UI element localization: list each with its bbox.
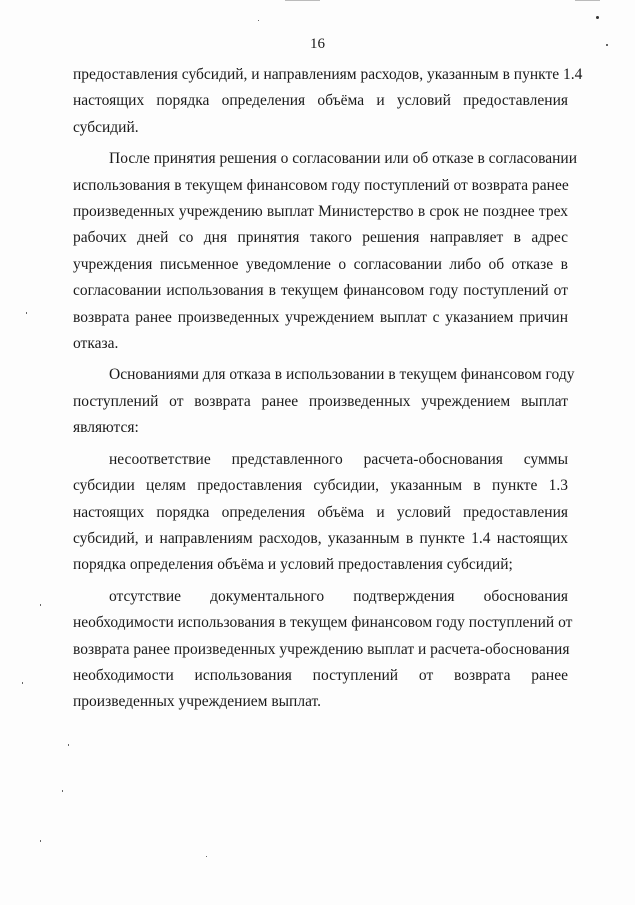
paragraph bbox=[73, 146, 577, 357]
scan-speck bbox=[258, 20, 259, 21]
scan-speck bbox=[40, 604, 41, 606]
text-line: учреждения письменное уведомление о согласовании либо об отказе в bbox=[73, 255, 568, 273]
text-line: отсутствие документального подтверждения обоснования bbox=[109, 587, 568, 605]
paragraph bbox=[73, 584, 573, 716]
text-line: Основаниями для отказа в использовании в текущем финансовом году bbox=[109, 366, 575, 384]
scan-speck bbox=[606, 44, 608, 46]
text-line: использования в текущем финансовом году поступлений от возврата ранее bbox=[73, 176, 569, 194]
paragraph bbox=[73, 362, 575, 441]
paragraph bbox=[73, 447, 568, 579]
text-line: возврата ранее произведенных учреждением выплат с указанием причин bbox=[73, 308, 568, 326]
text-line: необходимости использования поступлений от возврата ранее bbox=[73, 666, 568, 684]
text-line: согласовании использования в текущем финансовом году поступлений от bbox=[73, 282, 568, 300]
scan-speck bbox=[62, 790, 63, 792]
text-line: рабочих дней со дня принятия такого решения направляет в адрес bbox=[73, 229, 568, 247]
text-line: настоящих порядка определения объёма и условий предоставления bbox=[73, 503, 568, 521]
scan-speck bbox=[206, 856, 207, 857]
text-line: являются: bbox=[73, 419, 139, 437]
text-line: субсидии целям предоставления субсидии, указанным в пункте 1.3 bbox=[73, 477, 568, 495]
scan-edge-mark bbox=[285, 0, 320, 1]
text-line: необходимости использования в текущем финансовом году поступлений от bbox=[73, 614, 573, 632]
text-line: поступлений от возврата ранее произведенных учреждением выплат bbox=[73, 392, 568, 410]
text-line: несоответствие представленного расчета-обоснования суммы bbox=[109, 450, 568, 468]
text-line: порядка определения объёма и условий предоставления субсидий; bbox=[73, 556, 513, 574]
scan-speck bbox=[26, 312, 27, 314]
document-body bbox=[73, 62, 583, 716]
page-number: 16 bbox=[310, 36, 325, 52]
paragraph bbox=[73, 62, 583, 141]
scan-speck bbox=[22, 682, 23, 684]
scan-speck bbox=[40, 840, 41, 842]
text-line: субсидий. bbox=[73, 118, 139, 136]
text-line: предоставления субсидий, и направлениям расходов, указанным в пункте 1.4 bbox=[73, 66, 583, 83]
text-line: произведенных учреждению выплат Министерство в срок не позднее трех bbox=[73, 203, 568, 221]
scan-speck bbox=[68, 744, 69, 746]
scan-speck bbox=[596, 16, 599, 19]
scan-edge-mark bbox=[575, 0, 600, 1]
text-line: отказа. bbox=[73, 335, 119, 353]
text-line: настоящих порядка определения объёма и условий предоставления bbox=[73, 92, 568, 110]
text-line: После принятия решения о согласовании или об отказе в согласовании bbox=[109, 150, 577, 168]
text-line: возврата ранее произведенных учреждению выплат и расчета-обоснования bbox=[73, 640, 570, 658]
text-line: субсидий, и направлениям расходов, указанным в пункте 1.4 настоящих bbox=[73, 529, 568, 547]
text-line: произведенных учреждением выплат. bbox=[73, 693, 322, 711]
